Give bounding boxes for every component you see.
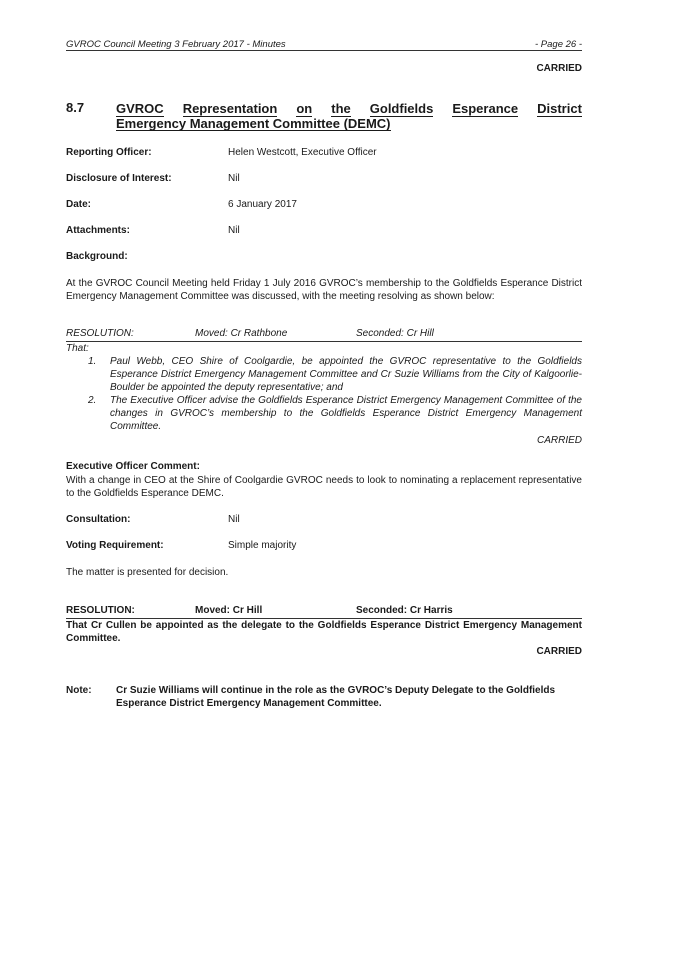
item-title-word: the (331, 101, 351, 116)
prior-resolution-that: That: (66, 343, 89, 354)
header-title: GVROC Council Meeting 3 February 2017 - Minutes (66, 39, 286, 50)
disclosure-label: Disclosure of Interest: (66, 173, 172, 184)
list-item-text: The Executive Officer advise the Goldfields Esperance District Emergency Management Committee of the changes in GVROC’s membership to the Goldfields Esperance District Emergency Management Committee. (110, 395, 582, 432)
list-item (88, 394, 582, 433)
item-title-word: Goldfields (369, 101, 434, 116)
item-title-word: GVROC (116, 101, 164, 116)
resolution-text: That Cr Cullen be appointed as the delegate to the Goldfields Esperance District Emergency Management Committee. (66, 620, 582, 644)
carried-top: CARRIED (536, 63, 582, 74)
consultation-value: Nil (228, 514, 240, 525)
consultation-label: Consultation: (66, 514, 131, 525)
item-title-word: District (537, 101, 582, 116)
attachments-label: Attachments: (66, 225, 130, 236)
disclosure-value: Nil (228, 173, 240, 184)
eo-comment-heading: Executive Officer Comment: (66, 461, 200, 472)
date-label: Date: (66, 199, 92, 210)
item-title (116, 101, 582, 131)
page-header (66, 38, 582, 51)
resolution-label: RESOLUTION: (66, 605, 135, 616)
date-value: 6 January 2017 (228, 199, 297, 210)
list-item-number: 1. (88, 356, 97, 367)
item-title-word: Representation (182, 101, 278, 116)
item-number: 8.7 (66, 100, 85, 115)
prior-resolution-header (66, 327, 582, 342)
list-item-text: Paul Webb, CEO Shire of Coolgardie, be appointed the GVROC representative to the Goldfields Esperance District Emergency Management Committee and Cr Suzie Williams from the City of Kalgoorlie-Boulder be appointed the deputy representative; and (110, 356, 582, 393)
prior-resolution-carried: CARRIED (536, 435, 582, 446)
prior-resolution-moved: Moved: Cr Rathbone (195, 328, 288, 339)
prior-resolution-list (88, 355, 582, 433)
item-title-line1 (116, 101, 582, 116)
prior-resolution-seconded: Seconded: Cr Hill (356, 328, 434, 339)
attachments-value: Nil (228, 225, 240, 236)
voting-label: Voting Requirement: (66, 540, 164, 551)
resolution-carried: CARRIED (536, 646, 582, 657)
reporting-officer-value: Helen Westcott, Executive Officer (228, 147, 377, 158)
resolution-header (66, 604, 582, 619)
eo-comment-text: With a change in CEO at the Shire of Coolgardie GVROC needs to look to nominating a replacement representative to the Goldfields Esperance DEMC. (66, 475, 582, 499)
list-item-number: 2. (88, 395, 97, 406)
reporting-officer-label: Reporting Officer: (66, 147, 152, 158)
list-item (88, 355, 582, 394)
item-title-word: Esperance (452, 101, 519, 116)
resolution-seconded: Seconded: Cr Harris (356, 605, 453, 616)
decision-note: The matter is presented for decision. (66, 567, 229, 578)
item-title-line2: Emergency Management Committee (DEMC) (116, 116, 391, 131)
resolution-moved: Moved: Cr Hill (195, 605, 263, 616)
prior-resolution-label: RESOLUTION: (66, 328, 134, 339)
background-text: At the GVROC Council Meeting held Friday 1 July 2016 GVROC’s membership to the Goldfields Esperance District Emergency Management Committee was discussed, with the meeting resolving as shown below: (66, 278, 582, 302)
note-text: Cr Suzie Williams will continue in the role as the GVROC’s Deputy Delegate to the Goldfields Esperance District Emergency Management Committee. (116, 685, 556, 709)
note-label: Note: (66, 685, 92, 696)
voting-value: Simple majority (228, 540, 297, 551)
page-number: - Page 26 - (535, 39, 582, 50)
item-title-word: on (296, 101, 313, 116)
background-heading: Background: (66, 251, 128, 262)
